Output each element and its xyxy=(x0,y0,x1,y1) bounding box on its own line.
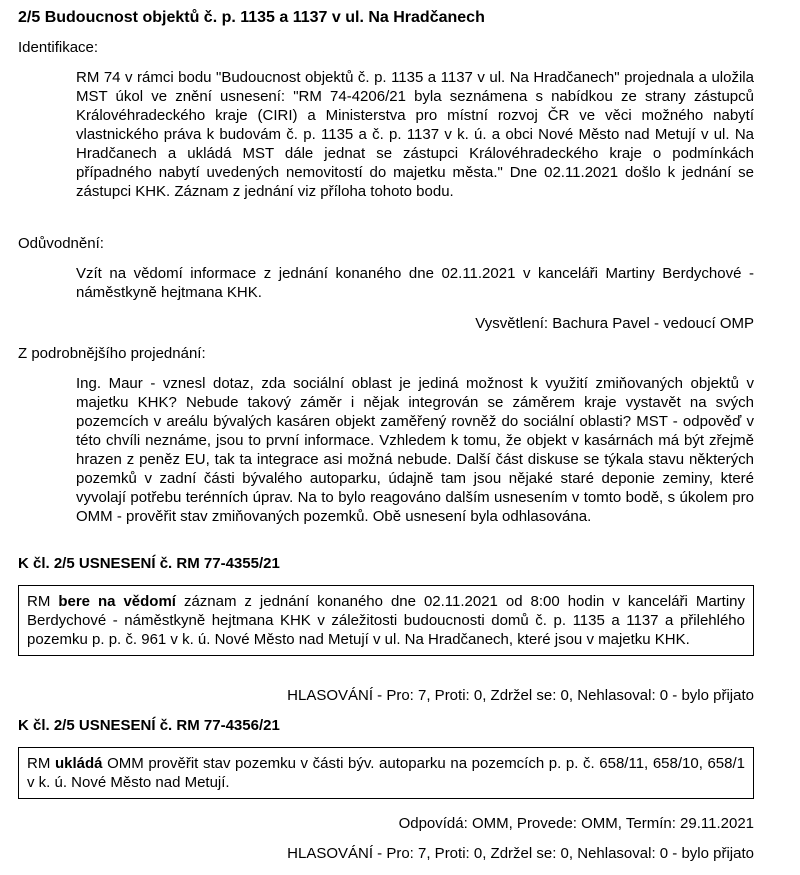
resolution-body: OMM prověřit stav pozemku v části býv. autoparku na pozemcích p. p. č. 658/11, 658/10, 658/1 v k. ú. Nové Město nad Metují. xyxy=(27,755,745,791)
identification-label: Identifikace: xyxy=(18,39,99,56)
resolution-prefix: RM xyxy=(27,593,59,610)
resolution-verb: ukládá xyxy=(54,755,103,772)
explanation-line: Vysvětlení: Bachura Pavel - vedoucí OMP xyxy=(475,315,754,332)
identification-text: RM 74 v rámci bodu "Budoucnost objektů č. p. 1135 a 1137 v ul. Na Hradčanech" projednala a uložila MST úkol ve znění usnesení: "RM 74-4206/21 byla seznámena s nabídkou ze strany zástupců Královéhradeckého kraje (CIRI) a Ministerstva pro místní rozvoj ČR ve věci možného nabytí vlastnického práva k budovám č. p. 1135 a č. p. 1137 v k. ú. a obci Nové Město nad Metují v ul. Na Hradčanech a ukládá MST dále jednat se zástupci Královéhradeckého kraje o podmínkách případného nabytí uvedených nemovitostí do majetku města." Dne 02.11.2021 došlo k jednání se zástupci KHK. Záznam z jednání viz příloha tohoto bodu. xyxy=(76,69,754,200)
discussion-label: Z podrobnějšího projednání: xyxy=(18,345,206,362)
justification-text: Vzít na vědomí informace z jednání konaného dne 02.11.2021 v kanceláři Martiny Berdychové - náměstkyně hejtmana KHK. xyxy=(76,265,754,301)
section-title: 2/5 Budoucnost objektů č. p. 1135 a 1137 v ul. Na Hradčanech xyxy=(18,9,485,26)
voting-line-2: HLASOVÁNÍ - Pro: 7, Proti: 0, Zdržel se: 0, Nehlasoval: 0 - bylo přijato xyxy=(287,845,754,862)
responsible-line: Odpovídá: OMM, Provede: OMM, Termín: 29.11.2021 xyxy=(398,815,754,832)
justification-label: Odůvodnění: xyxy=(18,235,104,252)
resolution-heading-1: K čl. 2/5 USNESENÍ č. RM 77-4355/21 xyxy=(18,555,280,572)
discussion-text: Ing. Maur - vznesl dotaz, zda sociální oblast je jediná možnost k využití zmiňovaných objektů v majetku KHK? Nebude takový záměr i nějak integrován se záměrem kraje vystavět na svých pozemcích v areálu bývalých kasáren objekt zaměřený rovněž do sociální oblasti? MST - odpověď v této chvíli neznáme, jsou to první informace. Vzhledem k tomu, že objekt v kasárnách má být zřejmě hrazen z peněz EU, tak ta integrace asi možná nebude. Další část diskuse se týkala stavu některých pozemků v zadní části bývalého autoparku, údajně tam jsou nějaké staré deponie zeminy, které vyvolají potřebu terénních úprav. Na to bylo reagováno dalším usnesením v tomto bodě, s úkolem pro OMM - prověřit stav zmiňovaných pozemků. Obě usnesení byla odhlasována. xyxy=(76,375,754,525)
resolution-prefix: RM xyxy=(27,755,55,772)
resolution-box-1 xyxy=(18,585,754,656)
resolution-verb: bere na vědomí xyxy=(58,593,176,610)
resolution-body: záznam z jednání konaného dne 02.11.2021 od 8:00 hodin v kanceláři Martiny Berdychové - náměstkyně hejtmana KHK v záležitosti budoucnosti domů č. p. 1135 a 1137 a přilehlého pozemku p. p. č. 961 v k. ú. Nové Město nad Metují v ul. Na Hradčanech, které jsou v majetku KHK. xyxy=(27,593,746,648)
voting-line-1: HLASOVÁNÍ - Pro: 7, Proti: 0, Zdržel se: 0, Nehlasoval: 0 - bylo přijato xyxy=(287,687,754,704)
resolution-heading-2: K čl. 2/5 USNESENÍ č. RM 77-4356/21 xyxy=(18,717,280,734)
resolution-box-2 xyxy=(18,747,754,799)
